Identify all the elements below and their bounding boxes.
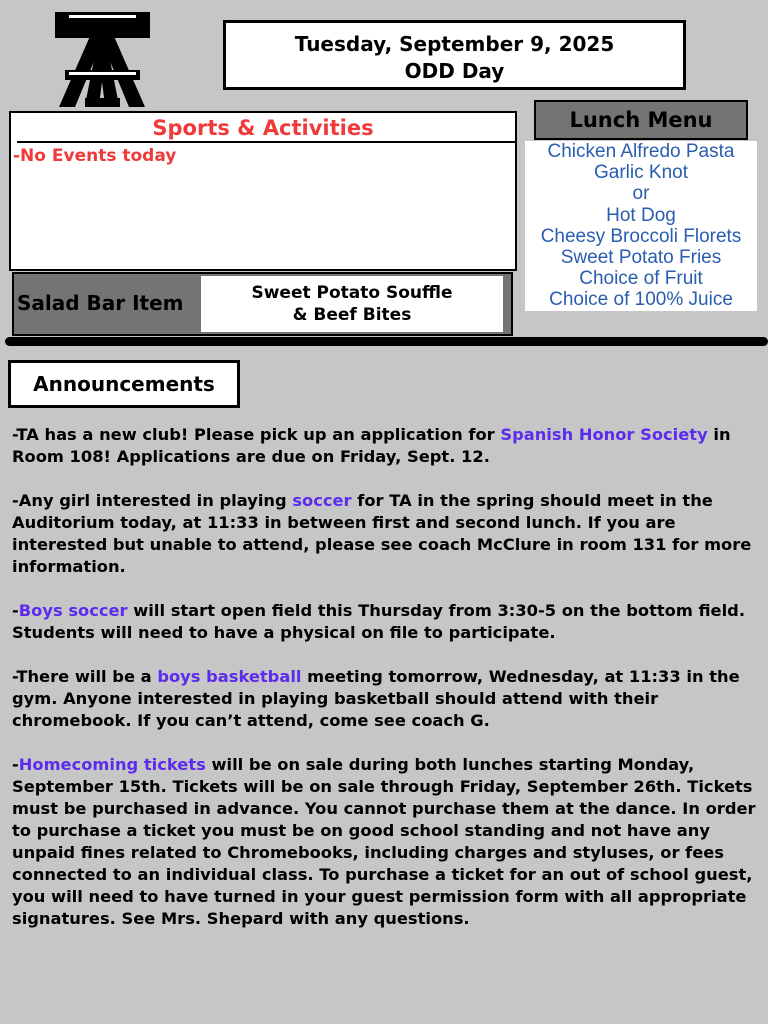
lunch-menu-title: Lunch Menu <box>534 100 748 140</box>
announcements-title: Announcements <box>8 360 240 408</box>
announcement-text: - <box>12 755 19 774</box>
announcement-text: will start open field this Thursday from 3:30-5 on the bottom field. Students will need to have a physical on file to participate. <box>12 601 746 642</box>
lunch-item: or <box>632 183 650 205</box>
announcements-list <box>12 424 764 952</box>
announcement-text: -Any girl interested in playing <box>12 491 293 510</box>
sports-title: Sports & Activities <box>152 116 374 140</box>
announcement-text: -TA has a new club! Please pick up an application for <box>12 425 501 444</box>
lunch-item: Cheesy Broccoli Florets <box>540 225 742 247</box>
section-divider <box>5 337 768 346</box>
announcement-text: in Room 108! Applications are due on Friday, Sept. 12. <box>12 425 731 466</box>
lunch-item: Choice of 100% Juice <box>549 289 733 311</box>
sports-event: -No Events today <box>13 146 177 166</box>
announcement-highlight: boys basketball <box>157 667 302 686</box>
lunch-item: Choice of Fruit <box>579 268 703 290</box>
announcement-item <box>12 424 764 468</box>
salad-bar-label: Salad Bar Item <box>17 291 184 315</box>
salad-item-line: & Beef Bites <box>292 305 412 325</box>
lunch-menu-list <box>525 141 757 311</box>
announcement-text: -There will be a <box>12 667 158 686</box>
lunch-item: Sweet Potato Fries <box>560 247 722 269</box>
announcement-highlight: Homecoming tickets <box>18 755 206 774</box>
lunch-item: Hot Dog <box>606 204 676 226</box>
announcement-item <box>12 490 764 578</box>
announcement-highlight: soccer <box>292 491 352 510</box>
sports-activities-panel <box>9 111 517 271</box>
announcement-text: for TA in the spring should meet in the Auditorium today, at 11:33 in between first and second lunch. If you are interested but unable to attend, please see coach McClure in room 131 for more information. <box>12 491 752 576</box>
lunch-item: Garlic Knot <box>594 162 688 184</box>
salad-item-line: Sweet Potato Souffle <box>251 283 453 303</box>
date-box <box>223 20 686 90</box>
announcement-text: meeting tomorrow, Wednesday, at 11:33 in the gym. Anyone interested in playing basketball should attend with their chromebook. If you can’t attend, come see coach G. <box>12 667 740 730</box>
announcement-highlight: Boys soccer <box>18 601 128 620</box>
announcement-text: - <box>12 601 19 620</box>
announcement-text: will be on sale during both lunches starting Monday, September 15th. Tickets will be on sale through Friday, September 26th. Tickets must be purchased in advance. You cannot purchase them at the dance. In order to purchase a ticket you must be on good school standing and not have any unpaid fines related to Chromebooks, including charges and styluses, or fees connected to an individual class. To purchase a ticket for an out of school guest, you will need to have turned in your guest permission form with all appropriate signatures. See Mrs. Shepard with any questions. <box>12 755 756 928</box>
announcement-item <box>12 666 764 732</box>
announcement-item <box>12 754 764 930</box>
announcement-highlight: Spanish Honor Society <box>500 425 708 444</box>
salad-bar-panel <box>12 272 513 336</box>
salad-bar-item <box>201 276 503 332</box>
lunch-item: Chicken Alfredo Pasta <box>547 141 735 162</box>
day-type-text: ODD Day <box>404 59 505 83</box>
sports-divider <box>17 141 515 143</box>
school-logo-icon <box>55 12 150 107</box>
announcement-item <box>12 600 764 644</box>
date-text: Tuesday, September 9, 2025 <box>294 32 615 56</box>
